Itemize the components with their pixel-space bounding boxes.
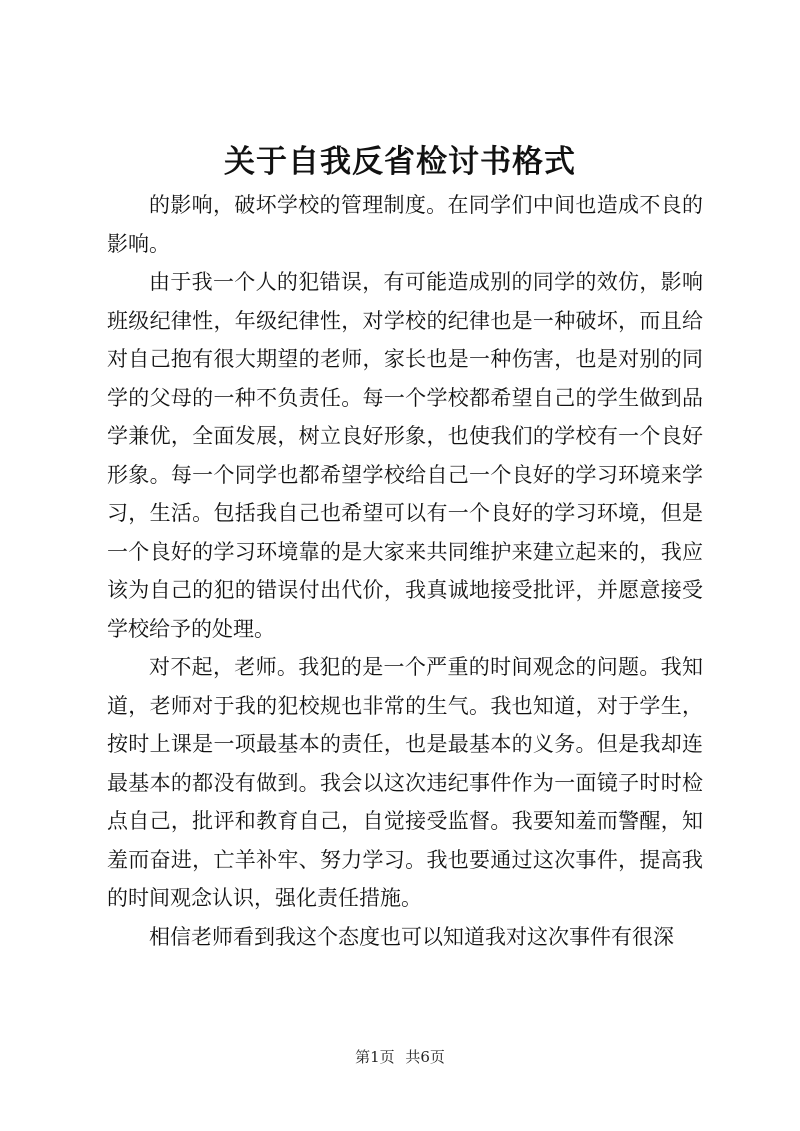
page-footer [0, 1047, 800, 1067]
page-total: 共6页 [405, 1048, 445, 1066]
document-title: 关于自我反省检讨书格式 [224, 144, 576, 180]
paragraph-3: 对不起，老师。我犯的是一个严重的时间观念的问题。我知道，老师对于我的犯校规也非常的生气。我也知道，对于学生，按时上课是一项最基本的责任，也是最基本的义务。但是我却连最基本的都没有做到。我会以这次违纪事件作为一面镜子时时检点自己，批评和教育自己，自觉接受监督。我要知羞而警醒，知羞而奋进，亡羊补牢、努力学习。我也要通过这次事件，提高我的时间观念认识，强化责任措施。 [107, 655, 703, 910]
paragraph-1: 的影响，破坏学校的管理制度。在同学们中间也造成不良的影响。 [107, 193, 703, 256]
document-body [107, 186, 703, 956]
paragraph-2: 由于我一个人的犯错误，有可能造成别的同学的效仿，影响班级纪律性，年级纪律性，对学校的纪律也是一种破坏，而且给对自己抱有很大期望的老师，家长也是一种伤害，也是对别的同学的父母的一种不负责任。每一个学校都希望自己的学生做到品学兼优，全面发展，树立良好形象，也使我们的学校有一个良好形象。每一个同学也都希望学校给自己一个良好的学习环境来学习，生活。包括我自己也希望可以有一个良好的学习环境，但是一个良好的学习环境靠的是大家来共同维护来建立起来的，我应该为自己的犯的错误付出代价，我真诚地接受批评，并愿意接受学校给予的处理。 [107, 270, 703, 641]
page-number: 第1页 [355, 1048, 395, 1066]
paragraph-4: 相信老师看到我这个态度也可以知道我对这次事件有很深 [149, 924, 674, 949]
